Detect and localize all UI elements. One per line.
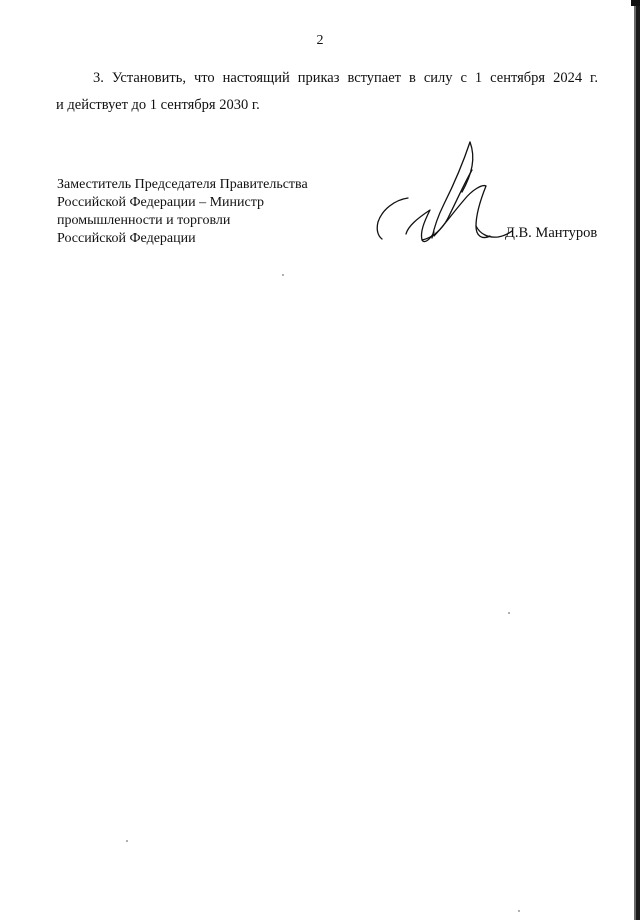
signatory-title-line: промышленности и торговли [57, 213, 231, 228]
signatory-title-line: Заместитель Председателя Правительства [57, 177, 308, 192]
scan-speck [508, 612, 510, 614]
scan-speck [518, 910, 520, 912]
scan-speck [126, 840, 128, 842]
signatory-title [57, 176, 308, 248]
scan-edge-dark [636, 0, 640, 920]
scan-speck [282, 274, 284, 276]
signatory-title-line: Российской Федерации [57, 231, 196, 246]
clause-line-2: и действует до 1 сентября 2030 г. [56, 97, 260, 113]
signatory-name: Д.В. Мантуров [505, 225, 598, 241]
scan-corner [631, 0, 640, 6]
signatory-title-line: Российской Федерации – Министр [57, 195, 265, 210]
page-number: 2 [316, 33, 324, 48]
clause-line-1: 3. Установить, что настоящий приказ вступает в силу с 1 сентября 2024 г. [93, 70, 598, 86]
handwritten-signature [372, 140, 517, 250]
